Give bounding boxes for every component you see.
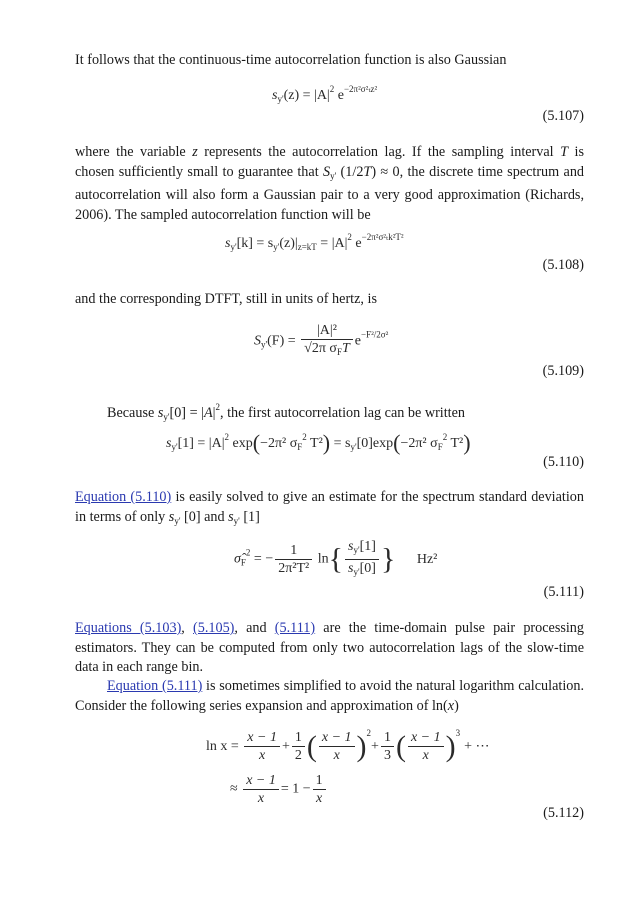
equation-number: (5.111)	[543, 584, 584, 600]
paragraph-intro: It follows that the continuous-time autocorrelation function is also Gaussian	[75, 52, 507, 68]
equation-5-110: $s_{y'}[1] = |A|^2$ exp(−2π² $\sigma_F^2$ $T^2) = s_{y'}[0]\exp(-2\pi^2$ $\sigma_F^2$ T²)	[166, 430, 471, 455]
equation-5-110-link[interactable]: Equation (5.110)	[75, 489, 172, 505]
paragraph-first-lag: Because $s_{y'}[0] = |A|^2$, the first autocorrelation lag can be written	[107, 402, 466, 422]
paragraph-sampling: where the variable z represents the autocorrelation lag. If the sampling interval T is chosen sufficiently small to guarantee that $S_{y'}$ (1/2T) ≈ 0, the discrete time spectrum and autocorrelation will also form a Gaussian pair to a very good approximation (Richards, 2006). The sampled autocorrelation function will be	[75, 144, 585, 223]
paragraph-dtft: and the corresponding DTFT, still in units of hertz, is	[75, 291, 377, 307]
equation-5-108: $s_{y'}[k] = s_{y'}(z)|_{z=kT} = |A|^2$ $e^{-2\pi^2\sigma^2_tk^2T^2}$	[225, 232, 404, 252]
equation-5-112-line-1: ln x = $\frac{x - 1}{x}$ + $\frac{1}{2}$ ( $\frac{x - 1}{x}$ )$^2$+ $\frac{1}{3}$ ( $\frac{x - 1}{x}$ )$^3$+ ⋯	[206, 728, 490, 764]
paragraph-estimators: Equations (5.103), (5.105), and (5.111) are the time-domain pulse pair processing estimators. They can be computed from only two autocorrelation lags of the slow-time data in each range bin.	[75, 620, 584, 676]
equation-5-111: $\sigmâ_F^2$ = − $\frac{1}{\text{2π²T²}}$ ln{ $\frac{s_{y'}[1]}{s_{y'}[0]}$ } Hz²	[234, 539, 438, 577]
equation-5-111-link[interactable]: (5.111)	[274, 620, 316, 636]
equation-number: (5.112)	[543, 805, 584, 821]
equation-number: (5.109)	[542, 363, 584, 379]
equation-5-111-link-2[interactable]: Equation (5.111)	[107, 678, 203, 694]
paragraph-estimate: Equation (5.110) is easily solved to give an estimate for the spectrum standard deviation in terms of only $s_{y'}$ [0] and $s_{y'}$ [1]	[75, 489, 584, 526]
equation-number: (5.110)	[543, 454, 584, 470]
equation-5-112-line-2: ≈ $\frac{x - 1}{x}$ = 1 − $\frac{1}{x}$	[230, 772, 328, 807]
paragraph-series: Equation (5.111) is sometimes simplified to avoid the natural logarithm calculation. Consider the following series expansion and approximation of ln(x)	[75, 678, 584, 714]
equation-5-109: $S_{y'}(F)$ = $\frac{\text{|A|²}}{√2\pi \sigma_FT}$ $e^{-F^2/2\sigma^2}$	[254, 323, 389, 357]
equation-number: (5.108)	[542, 257, 584, 273]
equations-5-103-link[interactable]: Equations (5.103)	[75, 620, 182, 636]
equation-number: (5.107)	[542, 108, 584, 124]
equation-5-105-link[interactable]: (5.105)	[193, 620, 235, 636]
equation-5-107: $s_{y'}(z) = |A|^2$ $e^{-2\pi^2\sigma^2_tz^2}$	[272, 84, 378, 104]
